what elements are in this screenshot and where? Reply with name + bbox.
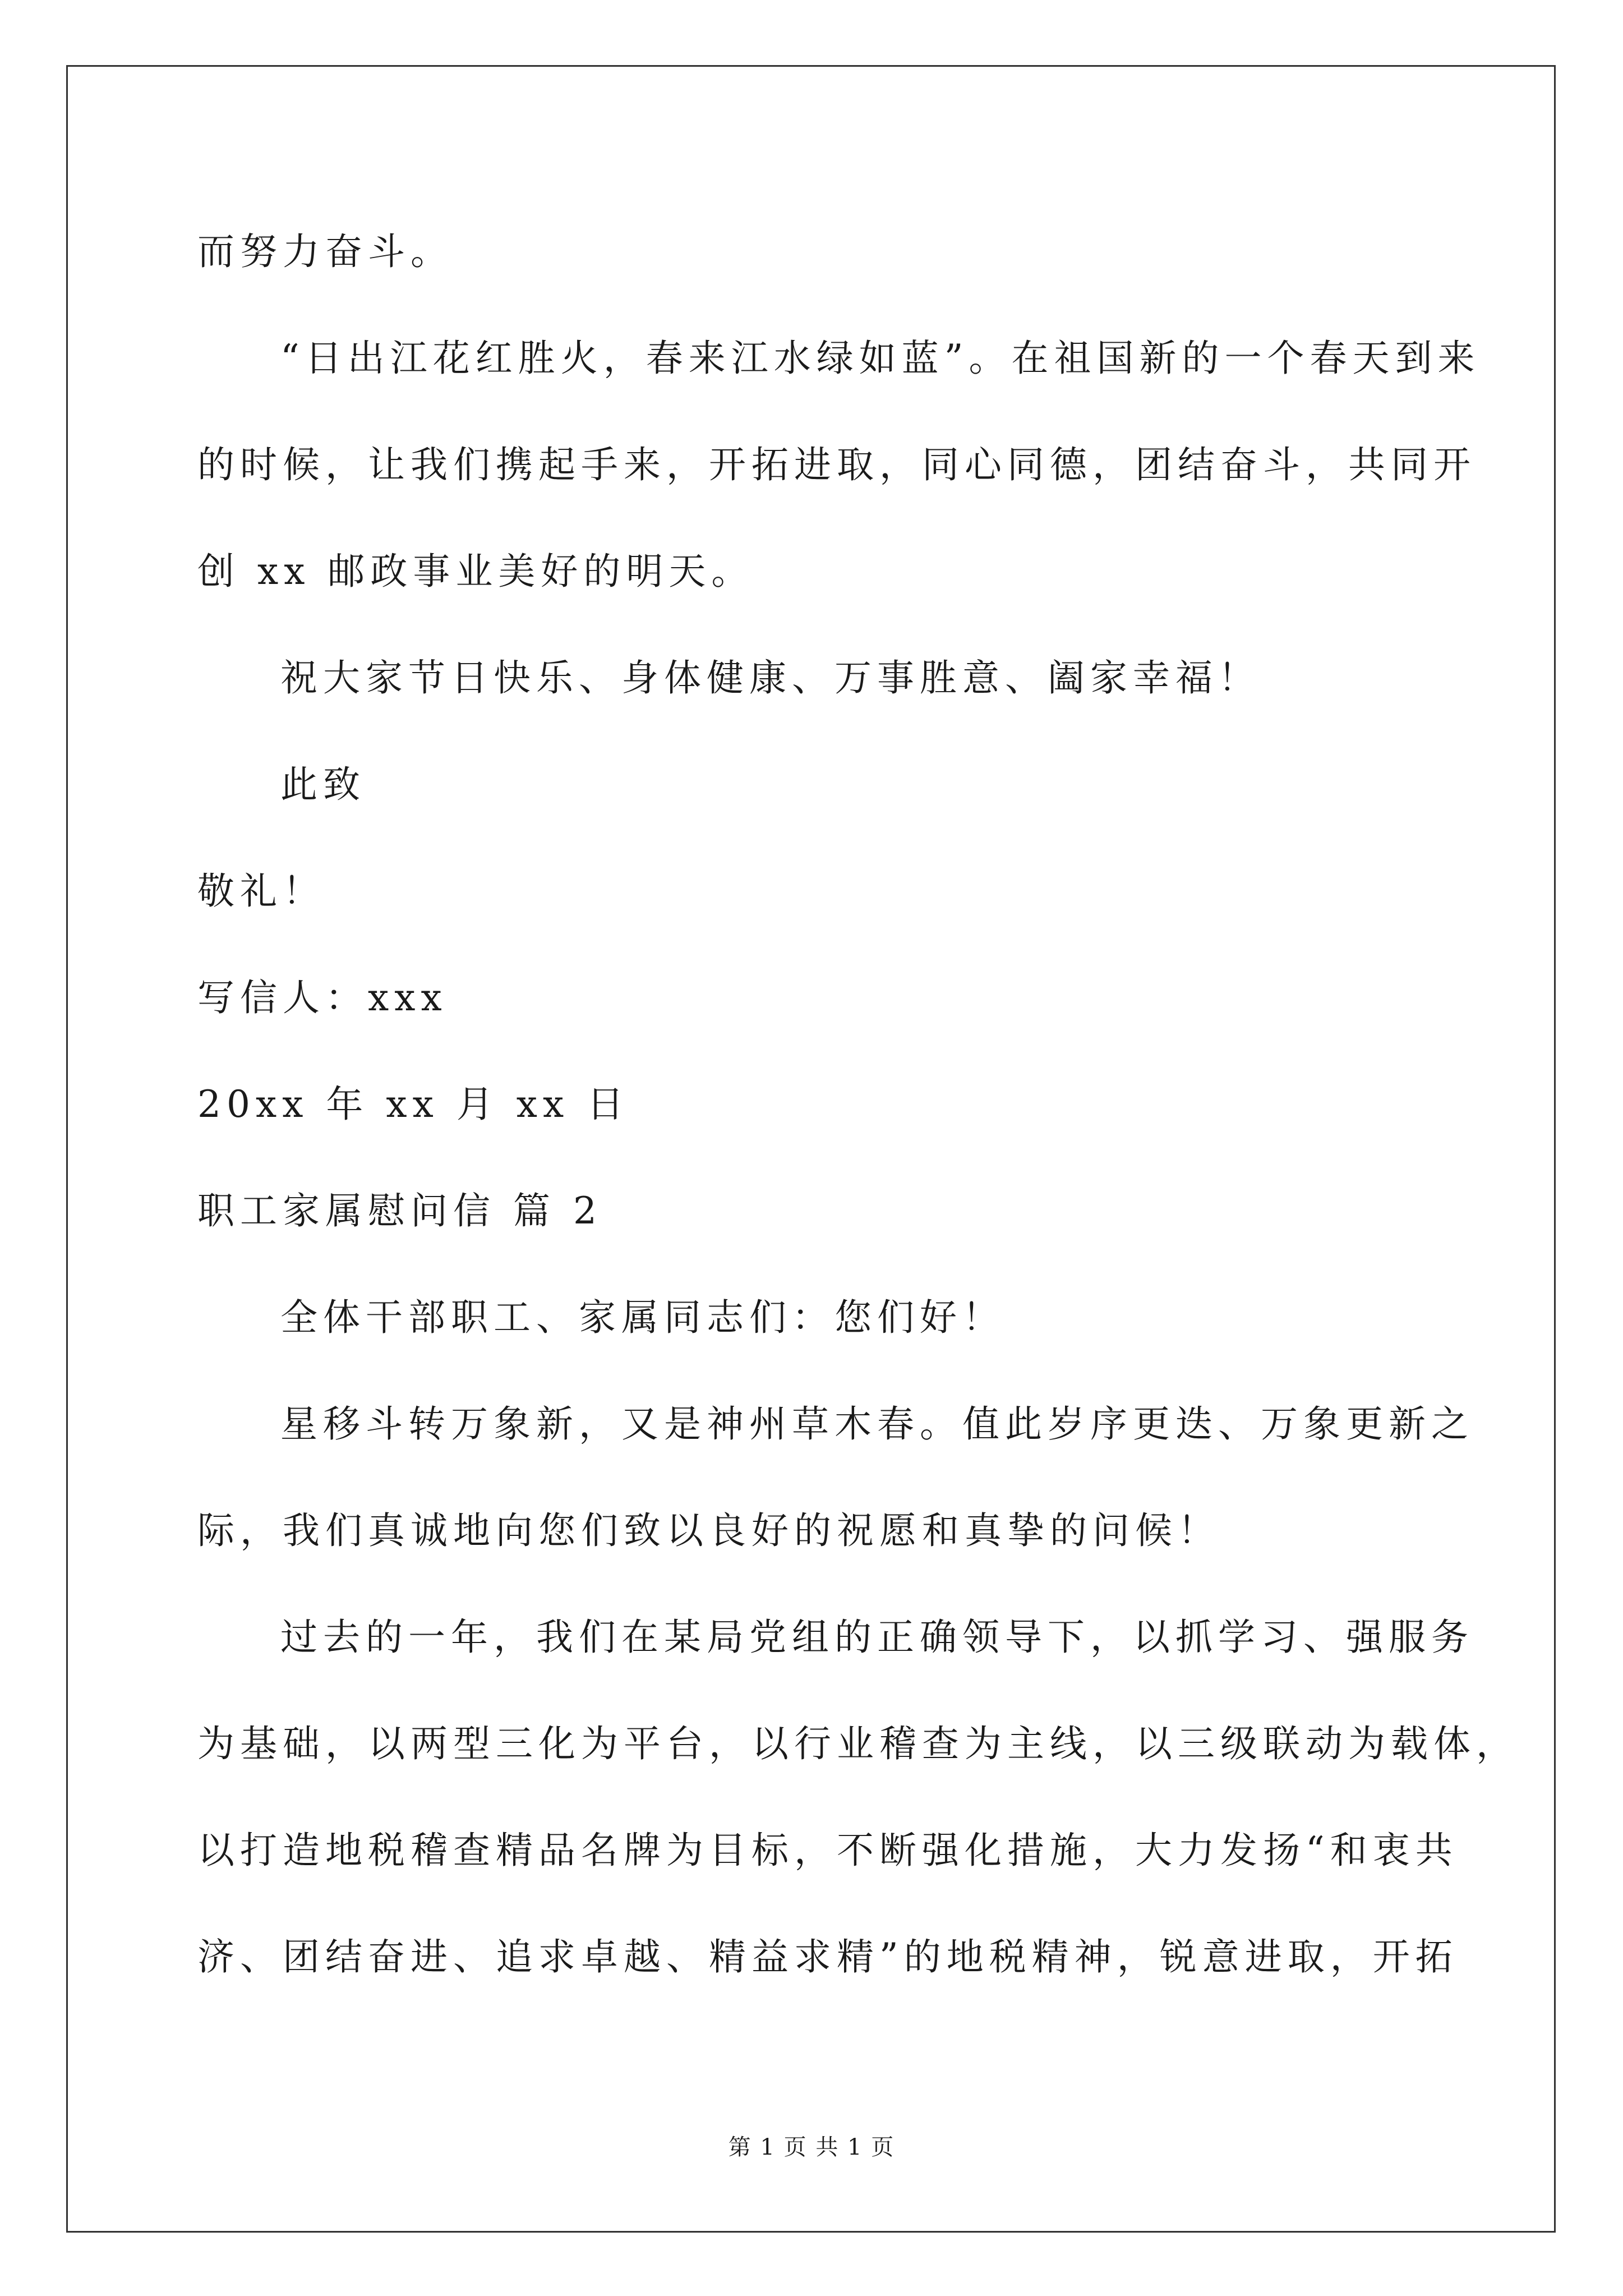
paragraph-line: 际，我们真诚地向您们致以良好的祝愿和真挚的问候！ bbox=[197, 1509, 1220, 1552]
paragraph-line: “日出江花红胜火，春来江水绿如蓝”。在祖国新的一个春天到来 bbox=[280, 337, 1481, 380]
paragraph-line: 而努力奋斗。 bbox=[197, 230, 453, 273]
paragraph-line: 祝大家节日快乐、身体健康、万事胜意、阖家幸福！ bbox=[280, 656, 1261, 700]
paragraph-line: 以打造地税稽查精品名牌为目标，不断强化措施，大力发扬“和衷共 bbox=[197, 1829, 1458, 1872]
page-border bbox=[66, 65, 1556, 2233]
paragraph-line: 星移斗转万象新，又是神州草木春。值此岁序更迭、万象更新之 bbox=[280, 1402, 1474, 1446]
greeting-line: 全体干部职工、家属同志们：您们好！ bbox=[280, 1296, 1005, 1339]
signature-author: 写信人：xxx bbox=[197, 976, 448, 1019]
closing-salutation: 此致 bbox=[280, 763, 366, 806]
paragraph-line: 的时候，让我们携起手来，开拓进取，同心同德，团结奋斗，共同开 bbox=[197, 443, 1476, 486]
paragraph-line: 创 xx 邮政事业美好的明天。 bbox=[197, 550, 754, 593]
section-title: 职工家属慰问信 篇 2 bbox=[197, 1189, 602, 1232]
closing-regards: 敬礼！ bbox=[197, 869, 325, 913]
signature-date: 20xx 年 xx 月 xx 日 bbox=[197, 1083, 630, 1126]
paragraph-line: 过去的一年，我们在某局党组的正确领导下，以抓学习、强服务 bbox=[280, 1616, 1474, 1659]
page-number-footer: 第 1 页 共 1 页 bbox=[728, 2134, 895, 2160]
paragraph-line: 济、团结奋进、追求卓越、精益求精”的地税精神，锐意进取，开拓 bbox=[197, 1935, 1458, 1978]
paragraph-line: 为基础，以两型三化为平台，以行业稽查为主线，以三级联动为载体， bbox=[197, 1722, 1519, 1765]
